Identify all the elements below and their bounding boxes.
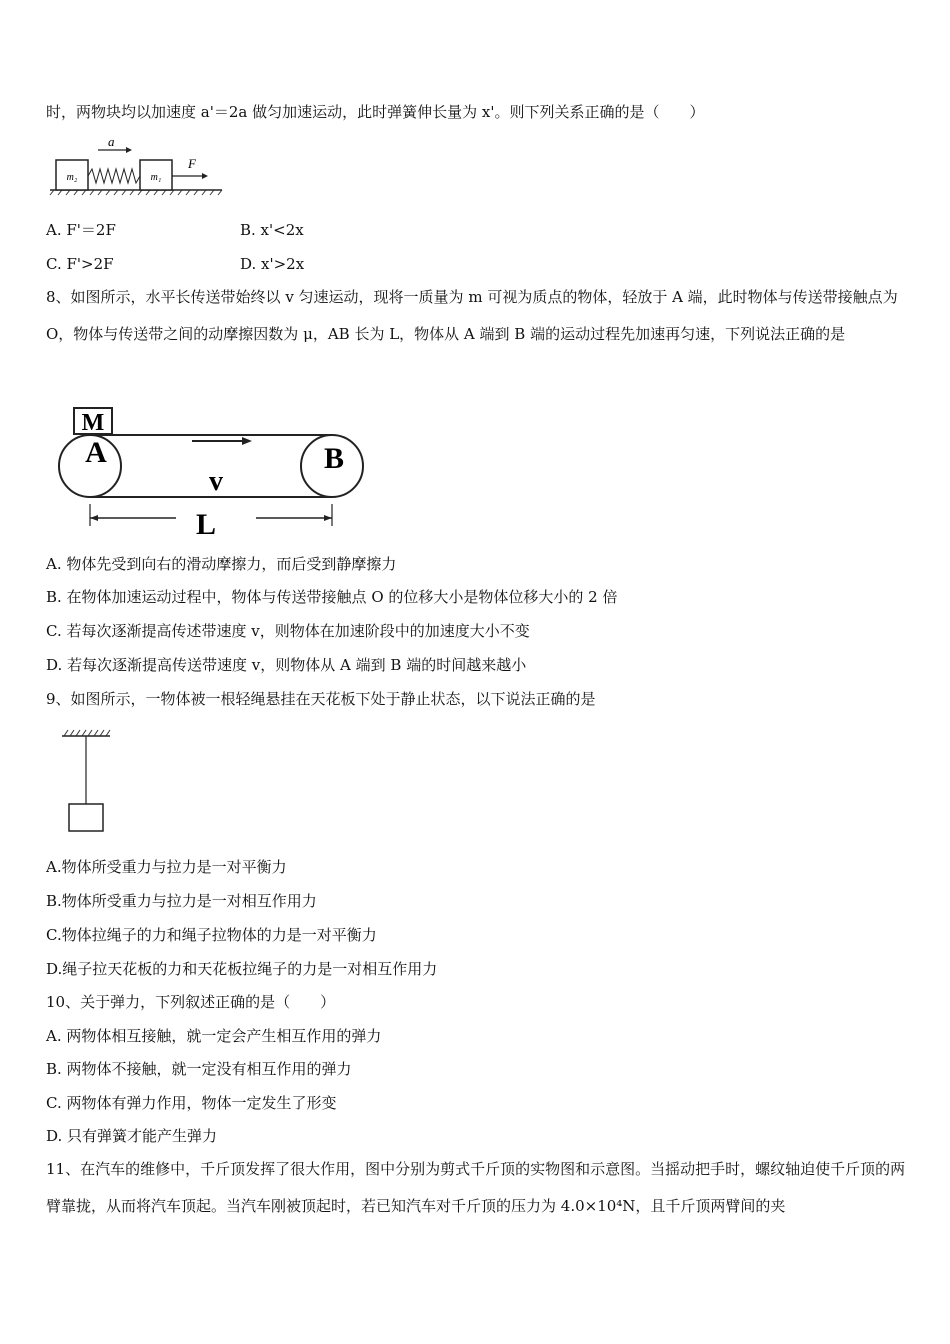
q10-option-b: B. 两物体不接触，就一定没有相互作用的弹力 xyxy=(46,1060,352,1078)
hanging-block-figure xyxy=(60,728,130,838)
q10-option-c: C. 两物体有弹力作用，物体一定发生了形变 xyxy=(46,1094,337,1112)
block-m-label: M xyxy=(81,410,105,436)
q9-option-b: B.物体所受重力与拉力是一对相互作用力 xyxy=(46,892,317,910)
q8-option-c: C. 若每次逐渐提高传述带速度 v，则物体在加速阶段中的加速度大小不变 xyxy=(46,622,530,640)
q7-option-b: B. x'<2x xyxy=(240,221,304,239)
q11-stem: 11、在汽车的维修中，千斤顶发挥了很大作用，图中分别为剪式千斤顶的实物图和示意图。当摇动把手时，螺纹轴迫使千斤顶的两臂靠拢，从而将汽车顶起。当汽车刚被顶起时，若已知汽车对千斤顶的压力为 4.0×10⁴N，且千斤顶两臂间的夹 xyxy=(46,1160,906,1215)
q9-option-d: D.绳子拉天花板的力和天花板拉绳子的力是一对相互作用力 xyxy=(46,960,438,978)
spring-blocks-figure xyxy=(50,136,240,196)
q7-stem-tail: 时，两物块均以加速度 a'＝2a 做匀加速运动，此时弹簧伸长量为 x'。则下列关系正确的是（ ） xyxy=(46,103,705,121)
q8-option-b: B. 在物体加速运动过程中，物体与传送带接触点 O 的位移大小是物体位移大小的 2 倍 xyxy=(46,588,618,606)
pulley-b-label: B xyxy=(323,442,345,475)
accel-label: a xyxy=(108,134,115,149)
q7-option-a: A. F'＝2F xyxy=(46,221,116,239)
q10-option-a: A. 两物体相互接触，就一定会产生相互作用的弹力 xyxy=(46,1027,382,1045)
m1-label: m₁ xyxy=(150,172,162,183)
q8-stem: 8、如图所示，水平长传送带始终以 v 匀速运动，现将一质量为 m 可视为质点的物体，轻放于 A 端，此时物体与传送带接触点为 O，物体与传送带之间的动摩擦因数为 μ，AB 长为 L，物体从 A 端到 B 端的运动过程先加速再匀速，下列说法正确的是 xyxy=(46,288,898,343)
pulley-a-label: A xyxy=(85,436,107,469)
conveyor-belt-figure xyxy=(56,404,376,544)
q9-option-c: C.物体拉绳子的力和绳子拉物体的力是一对平衡力 xyxy=(46,926,377,944)
m2-label: m₂ xyxy=(66,172,78,183)
q7-option-c: C. F'>2F xyxy=(46,255,114,273)
q9-option-a: A.物体所受重力与拉力是一对平衡力 xyxy=(46,858,287,876)
length-label: L xyxy=(195,508,217,541)
q10-option-d: D. 只有弹簧才能产生弹力 xyxy=(46,1127,218,1145)
velocity-label: v xyxy=(209,466,223,497)
q9-stem: 9、如图所示，一物体被一根轻绳悬挂在天花板下处于静止状态，以下说法正确的是 xyxy=(46,690,596,708)
q8-option-a: A. 物体先受到向右的滑动摩擦力，而后受到静摩擦力 xyxy=(46,555,397,573)
q8-option-d: D. 若每次逐渐提高传送带速度 v，则物体从 A 端到 B 端的时间越来越小 xyxy=(46,656,527,674)
q7-option-d: D. x'>2x xyxy=(240,255,305,273)
force-label: F xyxy=(188,156,196,171)
q10-stem: 10、关于弹力，下列叙述正确的是（ ） xyxy=(46,993,336,1011)
